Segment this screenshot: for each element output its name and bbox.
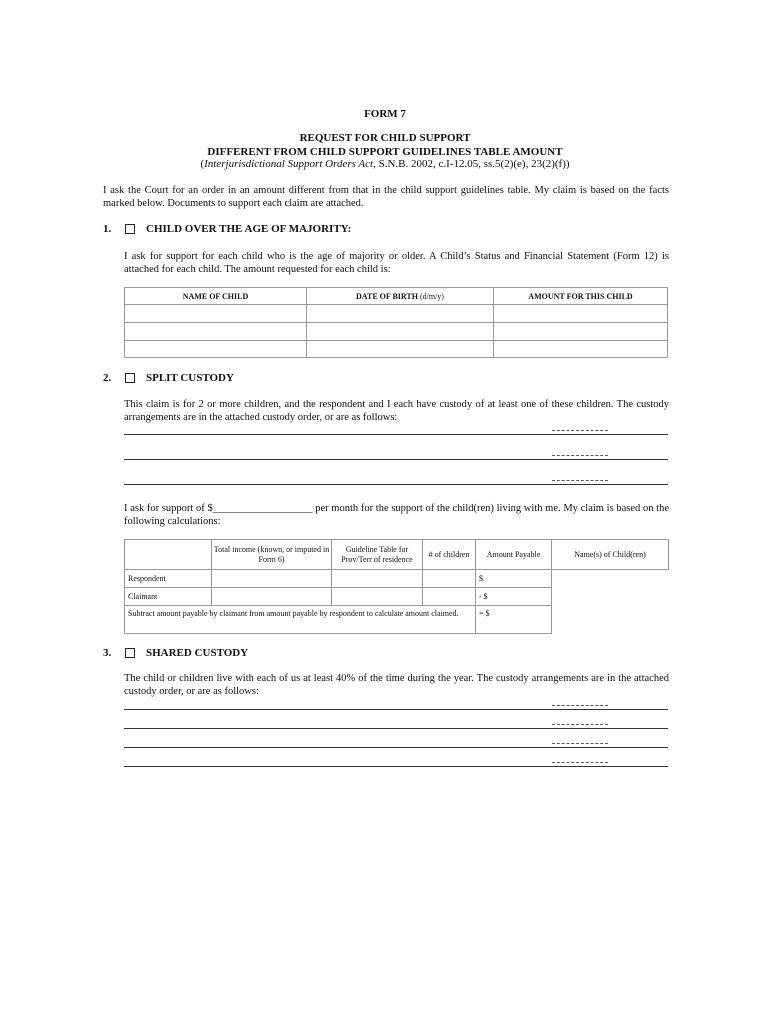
section1-checkbox[interactable] <box>125 224 135 234</box>
respondent-guideline-cell[interactable] <box>332 570 423 588</box>
table-row <box>125 323 668 341</box>
section3-title: SHARED CUSTODY <box>146 647 249 659</box>
calculation-table <box>124 539 669 634</box>
children-names-header: Name(s) of Child(ren) <box>552 540 669 570</box>
claimant-label: Claimant <box>125 588 212 606</box>
claimant-income-cell[interactable] <box>212 588 332 606</box>
claimant-children-cell[interactable] <box>423 588 476 606</box>
custody-arrangement-line[interactable] <box>124 484 668 485</box>
support-amount-blank[interactable]: ___________________ <box>212 503 313 514</box>
table-row <box>125 570 669 588</box>
section3-text: The child or children live with each of us at least 40% of the time during the year. The custody arrangements are in the attached custody order, or are as follows: <box>124 673 669 697</box>
child-amount-cell[interactable] <box>494 341 668 358</box>
child-dob-cell[interactable] <box>307 305 494 323</box>
claimant-amount-cell[interactable]: - $ <box>476 588 552 606</box>
child-name-cell[interactable] <box>125 341 307 358</box>
act-name: Interjurisdictional Support Orders Act <box>204 158 374 170</box>
shared-custody-line[interactable] <box>124 747 668 748</box>
child-name-cell[interactable] <box>125 305 307 323</box>
children-names-cell[interactable] <box>552 570 669 634</box>
calc-header-empty <box>125 540 212 570</box>
table-row <box>125 305 668 323</box>
support-request-text: I ask for support of $___________________ per month for the support of the child(ren) living with me. My claim is based on the following calculations: <box>124 503 669 527</box>
form-number: FORM 7 <box>364 108 406 120</box>
respondent-label: Respondent <box>125 570 212 588</box>
subtract-instruction: Subtract amount payable by claimant from amount payable by respondent to calculate amount claimed. <box>125 606 476 634</box>
form-title-line1: REQUEST FOR CHILD SUPPORT <box>299 132 471 144</box>
child-dob-cell[interactable] <box>307 341 494 358</box>
respondent-amount-cell[interactable]: $ <box>476 570 552 588</box>
name-of-child-header: NAME OF CHILD <box>125 288 307 305</box>
num-children-header: # of children <box>423 540 476 570</box>
respondent-income-cell[interactable] <box>212 570 332 588</box>
shared-custody-line[interactable] <box>124 766 668 767</box>
section2-number: 2. <box>103 372 112 384</box>
section3-number: 3. <box>103 647 112 659</box>
section2-text: This claim is for 2 or more children, and the respondent and I each have custody of at least one of these children. The custody arrangements are in the attached custody order, or are as follows: <box>124 399 669 423</box>
section1-title: CHILD OVER THE AGE OF MAJORITY: <box>146 223 352 235</box>
date-of-birth-header: DATE OF BIRTH (d/m/y) <box>307 288 494 305</box>
total-income-header: Total income (known, or imputed in Form 6) <box>212 540 332 570</box>
section3-checkbox[interactable] <box>125 648 135 658</box>
result-amount-cell[interactable]: = $ <box>476 606 552 634</box>
child-dob-cell[interactable] <box>307 323 494 341</box>
children-table <box>124 287 668 358</box>
custody-arrangement-line[interactable] <box>124 459 668 460</box>
child-amount-cell[interactable] <box>494 305 668 323</box>
table-row <box>125 341 668 358</box>
shared-custody-line[interactable] <box>124 709 668 710</box>
claimant-guideline-cell[interactable] <box>332 588 423 606</box>
section1-text: I ask for support for each child who is the age of majority or older. A Child’s Status and Financial Statement (Form 12) is attached for each child. The amount requested for each child is: <box>124 251 669 275</box>
child-name-cell[interactable] <box>125 323 307 341</box>
section1-number: 1. <box>103 223 112 235</box>
form-title-line2: DIFFERENT FROM CHILD SUPPORT GUIDELINES TABLE AMOUNT <box>207 146 563 158</box>
amount-payable-header: Amount Payable <box>476 540 552 570</box>
shared-custody-line[interactable] <box>124 728 668 729</box>
intro-paragraph: I ask the Court for an order in an amount different from that in the child support guidelines table. My claim is based on the facts marked below. Documents to support each claim are attached. <box>103 185 669 209</box>
statute-citation: (Interjurisdictional Support Orders Act, S.N.B. 2002, c.I-12.05, ss.5(2)(e), 23(2)(f)) <box>200 158 570 170</box>
amount-for-child-header: AMOUNT FOR THIS CHILD <box>494 288 668 305</box>
section2-checkbox[interactable] <box>125 373 135 383</box>
section2-title: SPLIT CUSTODY <box>146 372 234 384</box>
respondent-children-cell[interactable] <box>423 570 476 588</box>
guideline-table-header: Guideline Table for Prov/Terr of residence <box>332 540 423 570</box>
child-amount-cell[interactable] <box>494 323 668 341</box>
custody-arrangement-line[interactable] <box>124 434 668 435</box>
